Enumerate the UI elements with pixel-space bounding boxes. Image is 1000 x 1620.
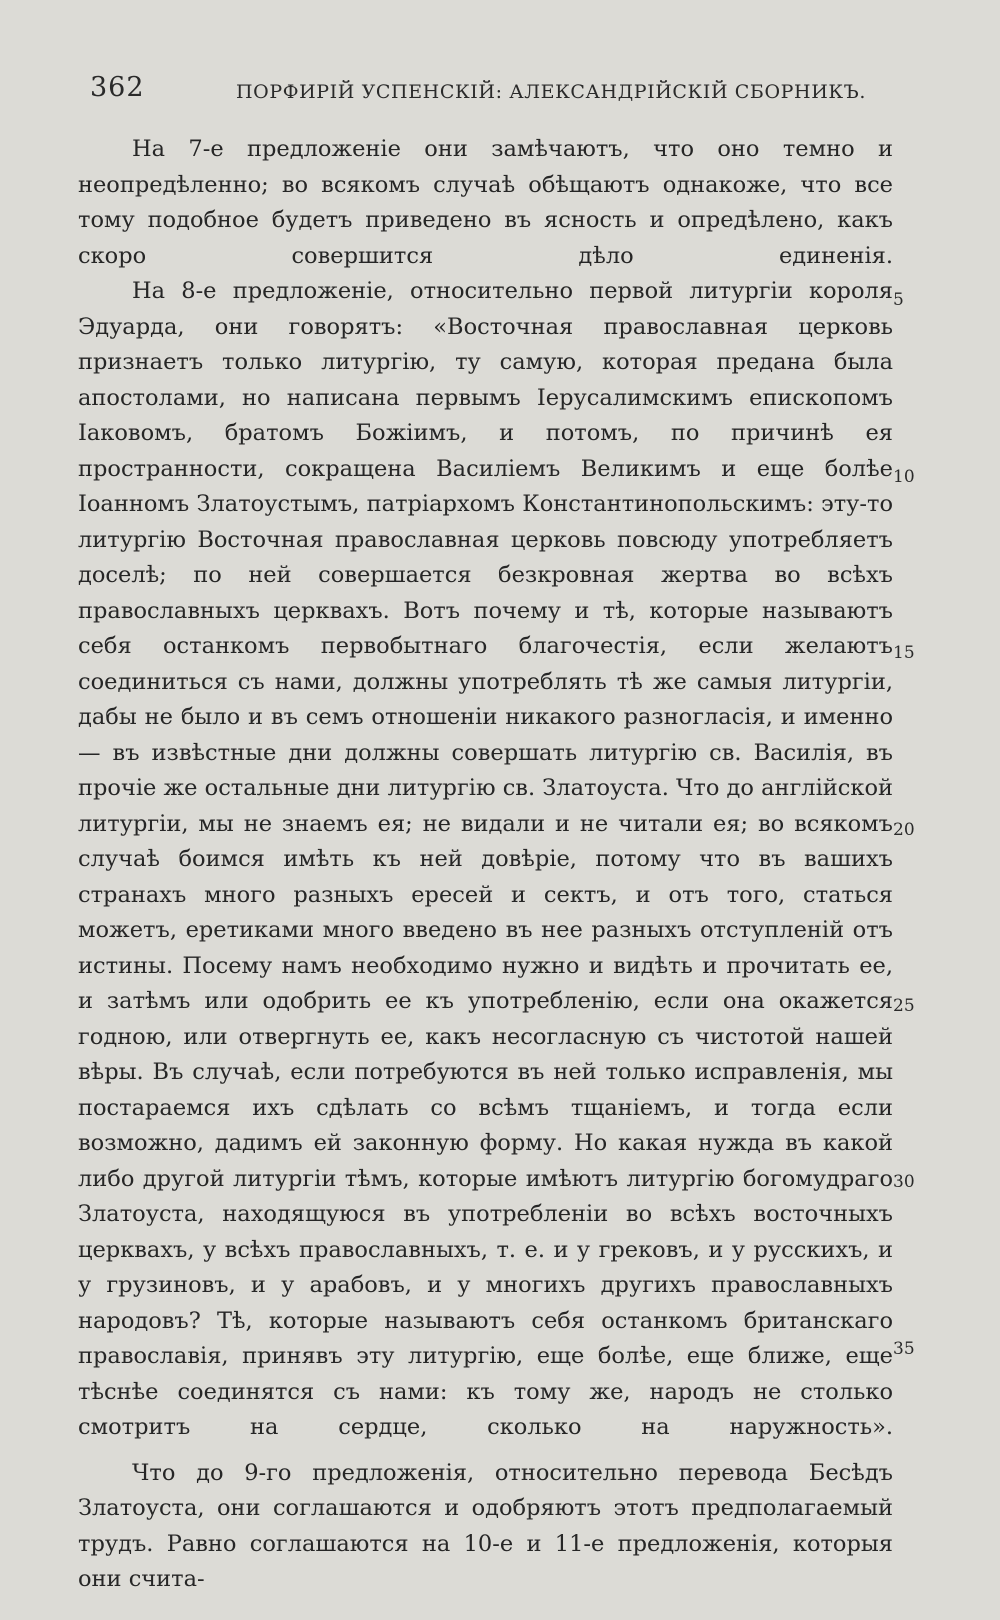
line-number-35: 35 <box>893 1339 915 1359</box>
line-number-5: 5 <box>893 290 904 310</box>
paragraph-3: Что до 9-го предложенія, относительно перевода Бесѣдъ Златоуста, они соглашаются и одобряютъ этотъ предполагаемый трудъ. Равно соглашаются на 10-е и 11-е предложенія, которыя они счита- <box>78 1459 893 1592</box>
page-number: 362 <box>90 72 145 103</box>
line-number-15: 15 <box>893 643 915 663</box>
line-number-25: 25 <box>893 996 915 1016</box>
line-number-20: 20 <box>893 820 915 840</box>
page-header <box>0 72 1000 112</box>
paragraph-1: На 7-е предложеніе они замѣчаютъ, что оно темно и неопредѣленно; во всякомъ случаѣ обѣщаютъ однакоже, что все тому подобное будетъ приведено въ ясность и опредѣлено, какъ скоро совершится дѣло единенія. <box>78 136 893 269</box>
body-text <box>78 132 893 1598</box>
line-number-margin <box>893 0 953 1620</box>
line-number-30: 30 <box>893 1172 915 1192</box>
line-number-10: 10 <box>893 467 915 487</box>
running-title: ПОРФИРІЙ УСПЕНСКІЙ: АЛЕКСАНДРІЙСКІЙ СБОРНИКЪ. <box>236 81 867 103</box>
paragraph-2: На 8-е предложеніе, относительно первой литургіи короля Эдуарда, они говорятъ: «Восточная православная церковь признаетъ только литургію, ту самую, которая предана была апостолами, но написана первымъ Іерусалимскимъ епископомъ Іаковомъ, братомъ Божіимъ, и потомъ, по причинѣ ея пространности, сокращена Василіемъ Великимъ и еще болѣе Іоанномъ Златоустымъ, патріархомъ Константинопольскимъ: эту-то литургію Восточная православная церковь повсюду употребляетъ доселѣ; по ней совершается безкровная жертва во всѣхъ православныхъ церквахъ. Вотъ почему и тѣ, которые называютъ себя останкомъ первобытнаго благочестія, если желаютъ соединиться съ нами, должны употреблять тѣ же самыя литургіи, дабы не было и въ семъ отношеніи никакого разногласія, и именно — въ извѣстные дни должны совершать литургію св. Василія, въ прочіе же остальные дни литургію св. Златоуста. Что до англійской литургіи, мы не знаемъ ея; не видали и не читали ея; во всякомъ случаѣ боимся имѣть къ ней довѣріе, потому что въ вашихъ странахъ много разныхъ ересей и сектъ, и отъ того, статься можетъ, еретиками много введено въ нее разныхъ отступленій отъ истины. Посему намъ необходимо нужно и видѣть и прочитать ее, и затѣмъ или одобрить ее къ употребленію, если она окажется годною, или отвергнуть ее, какъ несогласную съ чистотой нашей вѣры. Въ случаѣ, если потребуются въ ней только исправленія, мы постараемся ихъ сдѣлать со всѣмъ тщаніемъ, и тогда если возможно, дадимъ ей законную форму. Но какая нужда въ какой либо другой литургіи тѣмъ, которые имѣютъ литургію богомудраго Златоуста, находящуюся въ употребленіи во всѣхъ восточныхъ церквахъ, у всѣхъ православныхъ, т. е. и у грековъ, и у русскихъ, и у грузиновъ, и у арабовъ, и у многихъ другихъ православныхъ народовъ? Тѣ, которые называютъ себя останкомъ британскаго православія, принявъ эту литургію, еще болѣе, еще ближе, еще тѣснѣе соединятся съ нами: къ тому же, народъ не столько смотритъ на сердце, сколько на наружность». <box>78 278 893 1440</box>
